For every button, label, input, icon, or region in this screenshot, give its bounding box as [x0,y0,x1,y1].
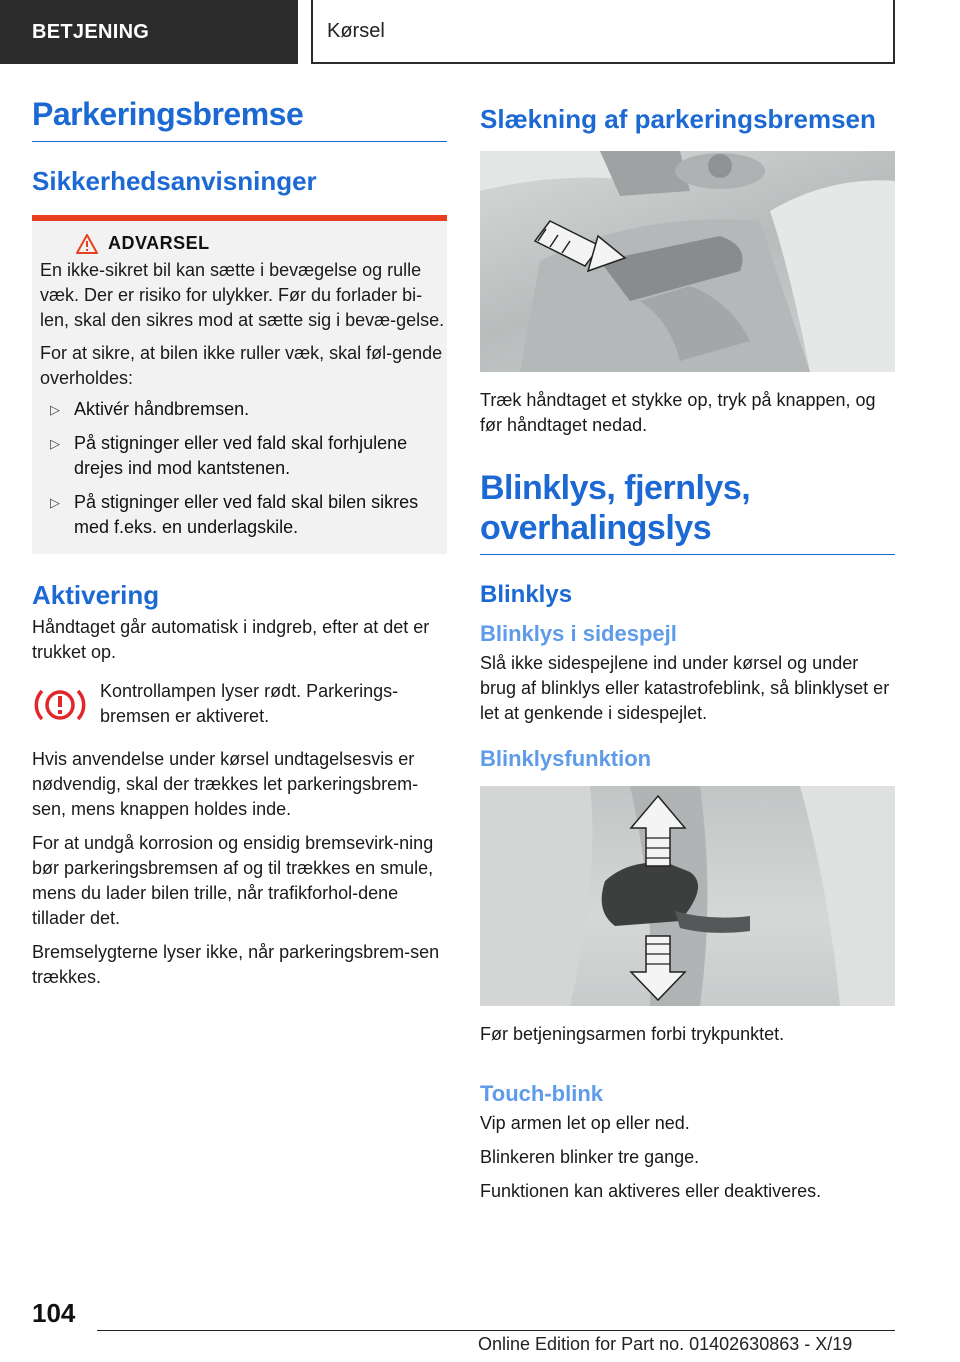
activation-paragraph: For at undgå korrosion og ensidig bremsevirk-ning bør parkeringsbremsen af og til trækkes en smule, mens du lader bilen trille, når trafikforhol-dene tillader det. [32,833,434,928]
mirror-text: Slå ikke sidespejlene ind under kørsel og under brug af blinklys eller katastrofeblink, så blinklyset er let at genkende i sidespejlet. [480,653,890,723]
mirror-heading: Blinklys i sidespejl [480,621,677,646]
list-item: ▷ På stigninger eller ved fald skal bilen sikres med f.eks. en underlagskile. [40,490,447,540]
blinklys-title-2: overhalingslys [480,506,895,555]
list-item: ▷ Aktivér håndbremsen. [40,397,447,422]
release-heading: Slækning af parkeringsbremsen [480,104,876,134]
touch-text: Vip armen let op eller ned. [480,1113,690,1133]
warning-label: ADVARSEL [108,233,210,253]
page-title: Parkeringsbremse [32,96,447,142]
section-tab [0,0,298,64]
warning-paragraph: For at sikre, at bilen ikke ruller væk, skal føl-gende overholdes: [40,343,443,388]
warning-list [40,397,447,540]
chapter-tab [311,0,895,64]
bullet-triangle-icon: ▷ [50,436,60,451]
footer-rule [97,1330,895,1331]
release-text: Træk håndtaget et stykke op, tryk på knappen, og før håndtaget nedad. [480,390,876,435]
blinklys-heading: Blinklys [480,581,573,608]
indicator-lamp-row [32,679,447,729]
activation-heading: Aktivering [32,580,160,610]
lamp-description: Kontrollampen lyser rødt. Parkerings-bremsen er aktiveret. [100,681,399,726]
right-column [480,104,895,1204]
list-item: ▷ På stigninger eller ved fald skal forhjulene drejes ind mod kantstenen. [40,431,447,481]
bullet-triangle-icon: ▷ [50,495,60,510]
section-label: BETJENING [32,20,150,43]
touch-heading: Touch-blink [480,1081,604,1106]
warning-triangle-icon [76,234,98,254]
activation-paragraph: Hvis anvendelse under kørsel undtagelsesvis er nødvendig, skal der trækkes let parkeringsbrem-sen, mens knappen holdes inde. [32,749,419,819]
turn-signal-illustration [480,786,895,1006]
activation-paragraph: Håndtaget går automatisk i indgreb, efter at det er trukket op. [32,617,430,662]
turn-signal-figure [480,786,895,1006]
chapter-label: Kørsel [327,19,385,42]
parking-brake-lamp-icon [32,685,88,725]
function-text: Før betjeningsarmen forbi trykpunktet. [480,1024,785,1044]
warning-paragraph: En ikke-sikret bil kan sætte i bevægelse og rulle væk. Der er risiko for ulykker. Før du forlader bi-len, skal den sikres mod at sætte sig i bevæ-gelse. [40,260,445,330]
function-heading: Blinklysfunktion [480,746,652,771]
edition-text: Online Edition for Part no. 01402630863 - X/19 [478,1334,853,1354]
warning-box [32,215,447,554]
touch-text: Funktionen kan aktiveres eller deaktiveres. [480,1181,822,1201]
left-column [32,96,447,990]
activation-paragraph: Bremselygterne lyser ikke, når parkeringsbrem-sen trækkes. [32,942,440,987]
handbrake-figure [480,151,895,372]
bullet-triangle-icon: ▷ [50,402,60,417]
safety-heading: Sikkerhedsanvisninger [32,166,317,196]
page-number: 104 [32,1298,76,1328]
touch-text: Blinkeren blinker tre gange. [480,1147,700,1167]
warning-title [76,233,447,254]
handbrake-illustration [480,151,895,372]
blinklys-title-1: Blinklys, fjernlys, [480,469,751,507]
